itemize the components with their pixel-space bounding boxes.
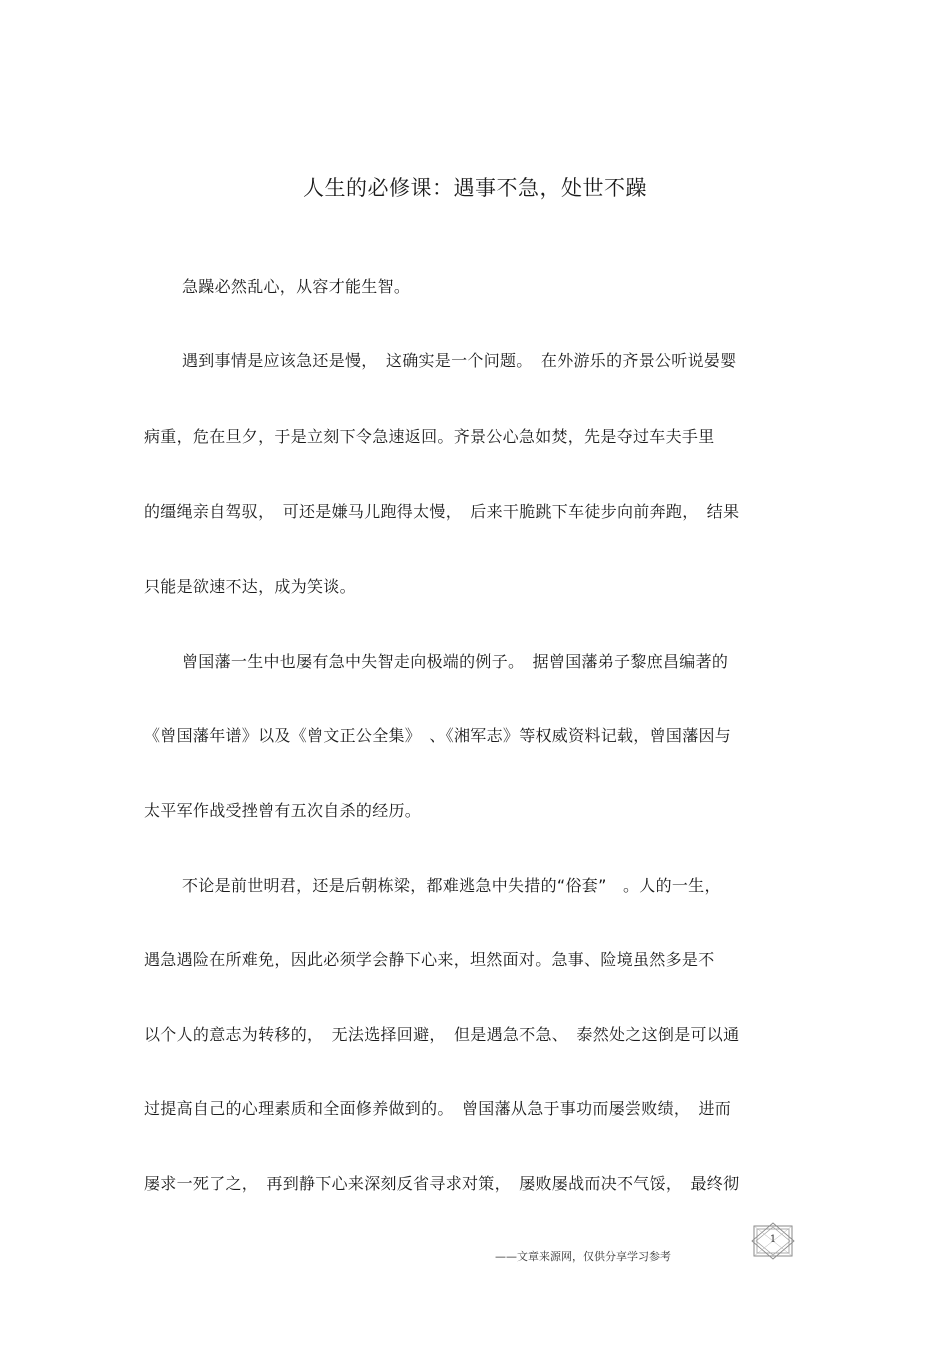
paragraph-line: 的缰绳亲自驾驭， 可还是嫌马儿跑得太慢， 后来干脆跳下车徒步向前奔跑， 结果 [144, 502, 740, 521]
paragraph-line: 屡求一死了之， 再到静下心来深刻反省寻求对策， 屡败屡战而决不气馁， 最终彻 [144, 1174, 740, 1193]
paragraph-line: 以个人的意志为转移的， 无法选择回避， 但是遇急不急、 泰然处之这倒是可以通 [144, 1025, 740, 1044]
paragraph-line: 过提高自己的心理素质和全面修养做到的。 曾国藩从急于事功而屡尝败绩， 进而 [144, 1099, 732, 1118]
paragraph-line: 急躁必然乱心，从容才能生智。 [182, 277, 411, 296]
paragraph-line: 不论是前世明君，还是后朝栋梁，都难逃急中失措的“俗套” 。人的一生， [182, 876, 721, 895]
paragraph-line: 太平军作战受挫曾有五次自杀的经历。 [144, 801, 422, 820]
paragraph-line: 遇急遇险在所难免，因此必须学会静下心来，坦然面对。急事、险境虽然多是不 [144, 950, 715, 969]
page-number-badge [748, 1222, 798, 1262]
page-number: 1 [769, 1234, 777, 1245]
footer-note: ——文章来源网，仅供分享学习参考 [495, 1250, 671, 1263]
paragraph-line: 《曾国藩年谱》以及《曾文正公全集》 、《湘军志》等权威资料记载，曾国藩因与 [144, 726, 732, 745]
article-title: 人生的必修课：遇事不急，处世不躁 [303, 176, 647, 200]
paragraph-line: 只能是欲速不达，成为笑谈。 [144, 577, 356, 596]
paragraph-line: 病重，危在旦夕，于是立刻下令急速返回。齐景公心急如焚，先是夺过车夫手里 [144, 427, 715, 446]
paragraph-line: 遇到事情是应该急还是慢， 这确实是一个问题。 在外游乐的齐景公听说晏婴 [182, 351, 737, 370]
paragraph-line: 曾国藩一生中也屡有急中失智走向极端的例子。 据曾国藩弟子黎庶昌编著的 [182, 652, 729, 671]
